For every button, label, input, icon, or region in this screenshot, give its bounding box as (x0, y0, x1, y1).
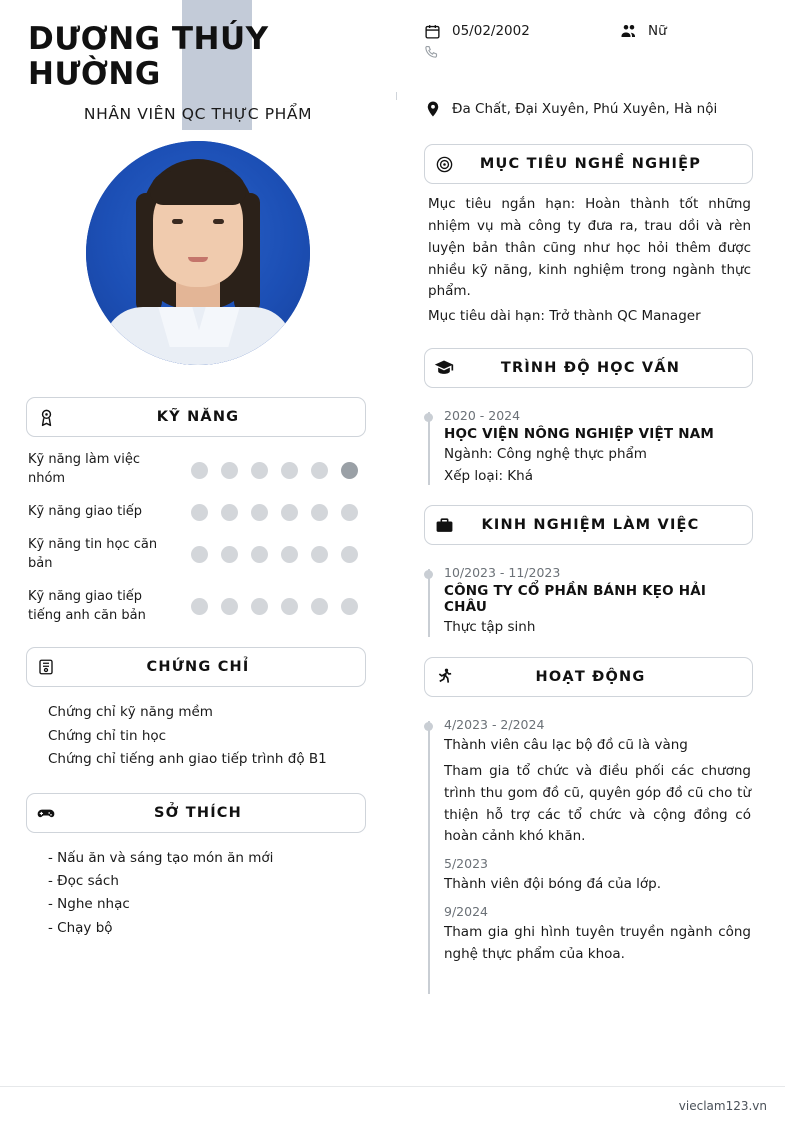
skill-dot (311, 462, 328, 479)
experience-date: 10/2023 - 11/2023 (444, 565, 561, 581)
phone-icon (424, 44, 452, 59)
skill-dot (251, 546, 268, 563)
right-column (396, 0, 785, 1085)
skill-dot (341, 598, 358, 615)
section-title-experience: KINH NGHIỆM LÀM VIỆC (481, 517, 700, 534)
birthday-value: 05/02/2002 (452, 23, 530, 39)
section-certificates (26, 647, 366, 771)
section-title-objective: MỤC TIÊU NGHỀ NGHIỆP (479, 156, 702, 172)
contact-email (424, 68, 769, 90)
activities-body (424, 697, 753, 996)
objective-paragraph: Mục tiêu dài hạn: Trở thành QC Manager (428, 308, 701, 325)
activity-detail: Thành viên câu lạc bộ đồ cũ là vàng (444, 736, 688, 753)
activity-date: 5/2023 (444, 856, 488, 872)
contact-address (424, 96, 769, 122)
running-person-icon (425, 667, 463, 687)
section-header-hobbies (26, 793, 366, 833)
skill-row (26, 451, 366, 489)
timeline (428, 717, 751, 996)
activity-detail: Tham gia ghi hình tuyên truyền ngành công nghệ thực phẩm của khoa. (444, 924, 751, 962)
skill-row (26, 503, 366, 522)
section-header-skills (26, 397, 366, 437)
education-body (424, 388, 753, 487)
skill-badge-icon (27, 408, 65, 427)
activity-date: 9/2024 (444, 904, 488, 920)
skill-dot (221, 504, 238, 521)
section-experience (424, 505, 753, 639)
timeline (428, 565, 751, 639)
skill-row (26, 536, 366, 574)
timeline-dot (424, 570, 433, 579)
watermark: vieclam123.vn (678, 1099, 767, 1113)
certificate-list (26, 701, 366, 771)
list-item: Chứng chỉ tin học (48, 727, 167, 744)
section-skills (26, 397, 366, 625)
column-divider (396, 92, 397, 100)
list-item: - Chạy bộ (48, 919, 113, 936)
certificate-icon (27, 658, 65, 676)
section-header-experience (424, 505, 753, 545)
location-pin-icon (424, 100, 452, 118)
section-title-hobbies: SỞ THÍCH (154, 805, 242, 821)
skill-label: Kỹ năng giao tiếp tiếng anh căn bản (28, 588, 146, 623)
section-hobbies (26, 793, 366, 940)
list-item: Chứng chỉ tiếng anh giao tiếp trình độ B1 (48, 750, 327, 767)
gender-icon (620, 22, 648, 40)
skill-label: Kỹ năng làm việc nhóm (28, 452, 141, 487)
skill-dots (178, 546, 366, 563)
education-detail: Xếp loại: Khá (444, 467, 533, 484)
section-title-activities: HOẠT ĐỘNG (535, 668, 646, 685)
experience-org: CÔNG TY CỔ PHẦN BÁNH KẸO HẢI CHÂU (444, 583, 707, 616)
section-title-skills: KỸ NĂNG (156, 409, 240, 426)
list-item: - Đọc sách (48, 873, 119, 890)
timeline (428, 408, 751, 487)
section-title-education: TRÌNH ĐỘ HỌC VẤN (500, 360, 681, 377)
education-detail: Ngành: Công nghệ thực phẩm (444, 446, 647, 463)
list-item: Chứng chỉ kỹ năng mềm (48, 704, 213, 721)
page-title: DƯƠNG THÚY HƯỜNG (28, 21, 269, 92)
avatar-eye-left (172, 219, 183, 224)
hobby-list (26, 847, 366, 940)
skill-dot (221, 598, 238, 615)
list-item: - Nghe nhạc (48, 896, 130, 913)
skill-dot (311, 546, 328, 563)
section-title-certificates: CHỨNG CHỈ (146, 659, 250, 676)
activity-detail: Tham gia tổ chức và điều phối các chương trình thu gom đồ cũ, quyên góp đồ cũ cho từ thiện hỗ trợ các tổ chức và cộng đồng có hoàn cảnh khó khăn. (444, 762, 751, 845)
skill-dot (281, 462, 298, 479)
section-header-certificates (26, 647, 366, 687)
experience-detail: Thực tập sinh (444, 619, 536, 636)
skill-dot (311, 504, 328, 521)
contact-gender (620, 22, 667, 40)
education-org: HỌC VIỆN NÔNG NGHIỆP VIỆT NAM (444, 426, 715, 443)
skill-dot (221, 546, 238, 563)
skill-dots (178, 462, 366, 479)
avatar-fringe (150, 171, 246, 205)
address-value: Đa Chất, Đại Xuyên, Phú Xuyên, Hà nội (452, 101, 718, 117)
skill-dot (341, 546, 358, 563)
section-header-objective (424, 144, 753, 184)
skill-dot (251, 598, 268, 615)
skill-dot (251, 462, 268, 479)
left-column (0, 0, 396, 1085)
objective-paragraph: Mục tiêu ngắn hạn: Hoàn thành tốt những nhiệm vụ mà công ty đưa ra, trau dồi và rèn luyện bản thân cũng như học hỏi thêm được nhiều kỹ năng, kinh nghiệm trong ngành thực phẩm. (428, 196, 751, 300)
contact-row-top (424, 22, 769, 40)
skill-dot (191, 598, 208, 615)
contact-phone (424, 40, 769, 62)
skill-dot (191, 462, 208, 479)
section-objective (424, 144, 753, 328)
section-education (424, 348, 753, 487)
objective-body (424, 184, 753, 328)
skill-label: Kỹ năng tin học căn bản (28, 536, 158, 571)
skill-row (26, 588, 366, 626)
skill-dot (281, 504, 298, 521)
activity-date: 4/2023 - 2/2024 (444, 716, 545, 732)
avatar (86, 141, 310, 365)
skill-dot (311, 598, 328, 615)
skill-dot (281, 546, 298, 563)
contact-block (396, 22, 769, 122)
skill-dot (191, 504, 208, 521)
job-title: NHÂN VIÊN QC THỰC PHẨM (83, 105, 313, 124)
page-divider (0, 1086, 785, 1087)
skill-dots (178, 504, 366, 521)
section-header-education (424, 348, 753, 388)
gamepad-icon (27, 803, 65, 823)
contact-birthday (424, 22, 620, 40)
skill-dot (191, 546, 208, 563)
list-item: - Nấu ăn và sáng tạo món ăn mới (48, 850, 274, 866)
skill-label: Kỹ năng giao tiếp (28, 504, 143, 520)
timeline-dot (424, 413, 433, 422)
avatar-eye-right (213, 219, 224, 224)
target-icon (425, 155, 463, 174)
skill-dot (341, 462, 358, 479)
skill-dot (251, 504, 268, 521)
skill-dot (221, 462, 238, 479)
calendar-icon (424, 23, 452, 40)
skill-dot (341, 504, 358, 521)
graduation-cap-icon (425, 358, 463, 378)
timeline-dot (424, 722, 433, 731)
skill-dots (178, 598, 366, 615)
experience-body (424, 545, 753, 639)
skill-dot (281, 598, 298, 615)
briefcase-icon (425, 516, 463, 535)
section-header-activities (424, 657, 753, 697)
education-date: 2020 - 2024 (444, 408, 521, 424)
activity-detail: Thành viên đội bóng đá của lớp. (444, 876, 662, 893)
section-activities (424, 657, 753, 996)
gender-value: Nữ (648, 23, 667, 39)
